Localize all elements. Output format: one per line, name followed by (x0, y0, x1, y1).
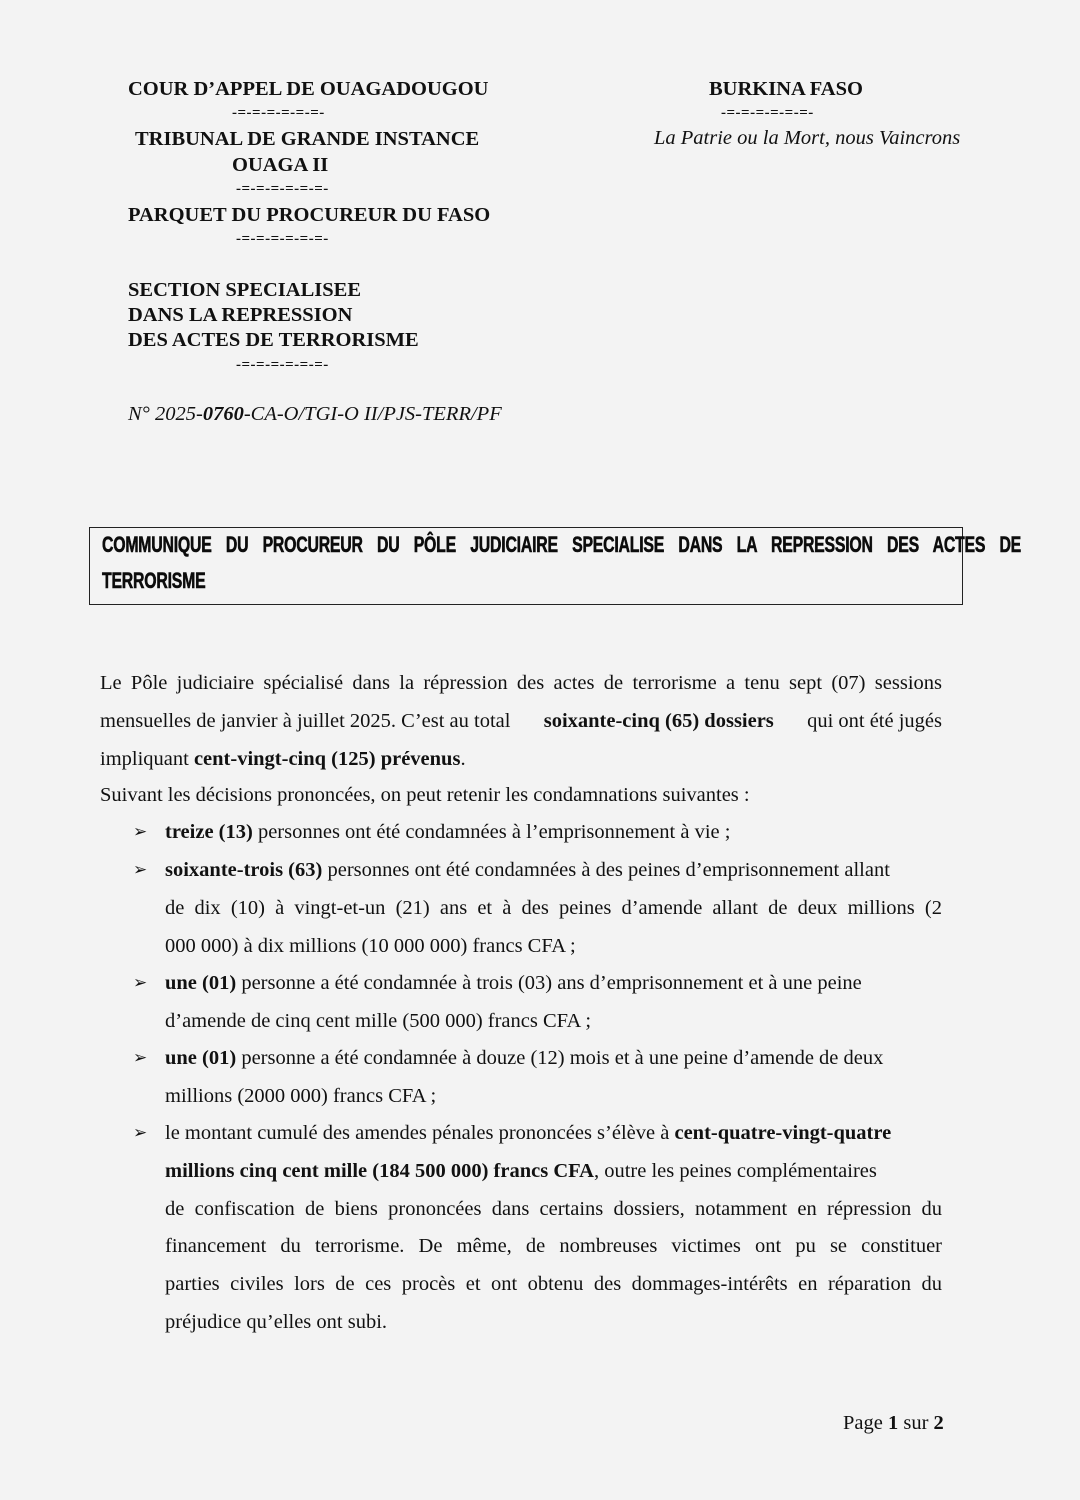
arrow-bullet-icon: ➢ (133, 822, 148, 842)
text: . (460, 747, 466, 770)
section-line-1: SECTION SPECIALISEE (128, 279, 361, 301)
intro-paragraph (100, 665, 942, 815)
intro-line (100, 703, 942, 741)
court-name: COUR D’APPEL DE OUAGADOUGOU (128, 78, 489, 100)
ref-suffix: -CA-O/TGI-O II/PJS-TERR/PF (243, 403, 502, 425)
arrow-bullet-icon: ➢ (133, 860, 148, 880)
text: qui ont été jugés (807, 709, 942, 732)
bold-count: soixante-trois (63) (165, 859, 323, 881)
text: de dix (10) à vingt-et-un (21) ans et à des peines d’amende allant de deux millions (2 (165, 896, 942, 919)
bold-count: une (01) (165, 972, 237, 994)
text: personne a été condamnée à trois (03) ans d’emprisonnement et à une peine (236, 972, 862, 994)
separator: -=-=-=-=-=-=- (236, 231, 329, 247)
text: 000 000) à dix millions (10 000 000) francs CFA ; (165, 934, 576, 957)
text: , outre les peines complémentaires (593, 1159, 877, 1182)
text: sur (898, 1412, 934, 1434)
section-line-3: DES ACTES DE TERRORISME (128, 329, 419, 351)
bold-amount: millions cinq cent mille (184 500 000) francs CFA (165, 1159, 594, 1182)
intro-line (100, 741, 942, 779)
reference-number (128, 403, 502, 426)
separator: -=-=-=-=-=-=- (236, 357, 329, 373)
text: financement du terrorisme. De même, de nombreuses victimes ont pu se constituer (165, 1235, 942, 1258)
dossiers-count: soixante-cinq (65) dossiers (543, 709, 774, 732)
bold-amount: cent-quatre-vingt-quatre (674, 1122, 892, 1144)
parquet-name: PARQUET DU PROCUREUR DU FASO (128, 204, 491, 226)
communique-title-box (89, 527, 1022, 605)
text: personnes ont été condamnées à des peines d’emprisonnement allant (322, 859, 890, 881)
country-name: BURKINA FASO (709, 78, 863, 100)
text: mensuelles de janvier à juillet 2025. C’est au total (100, 709, 511, 732)
text: préjudice qu’elles ont subi. (165, 1310, 388, 1333)
text: d’amende de cinq cent mille (500 000) francs CFA ; (165, 1009, 592, 1032)
communique-title-line-1: COMMUNIQUE DU PROCUREUR DU PÔLE JUDICIAIRE SPECIALISE DANS LA REPRESSION DES ACTES DE (102, 532, 1022, 557)
page-number (843, 1412, 944, 1435)
tribunal-name: TRIBUNAL DE GRANDE INSTANCE (135, 128, 480, 150)
total-pages: 2 (933, 1412, 944, 1434)
intro-line: Suivant les décisions prononcées, on peut retenir les condamnations suivantes : (100, 784, 750, 807)
section-line-2: DANS LA REPRESSION (128, 304, 353, 326)
current-page: 1 (887, 1412, 899, 1434)
intro-line: Le Pôle judiciaire spécialisé dans la répression des actes de terrorisme a tenu sept (07) sessions (100, 672, 942, 694)
arrow-bullet-icon: ➢ (133, 973, 148, 993)
arrow-bullet-icon: ➢ (133, 1048, 148, 1068)
text: millions (2000 000) francs CFA ; (165, 1084, 437, 1107)
tribunal-city: OUAGA II (232, 154, 329, 176)
bold-count: une (01) (165, 1047, 237, 1069)
text: personnes ont été condamnées à l’emprisonnement à vie ; (252, 821, 731, 843)
separator: -=-=-=-=-=-=- (721, 105, 814, 121)
prevenus-count: cent-vingt-cinq (125) prévenus (193, 747, 461, 770)
national-motto: La Patrie ou la Mort, nous Vaincrons (654, 127, 961, 149)
text: parties civiles lors de ces procès et ont obtenu des dommages-intérêts en réparation du (165, 1273, 942, 1296)
text: Page (843, 1412, 888, 1434)
bold-count: treize (13) (165, 821, 253, 843)
text: de confiscation de biens prononcées dans certains dossiers, notamment en répression du (165, 1197, 942, 1220)
text: personne a été condamnée à douze (12) mois et à une peine d’amende de deux (236, 1047, 884, 1069)
ref-prefix: N° 2025- (128, 403, 203, 425)
separator: -=-=-=-=-=-=- (236, 181, 329, 197)
text: le montant cumulé des amendes pénales prononcées s’élève à (165, 1122, 675, 1144)
ref-number: 0760 (202, 403, 244, 425)
text: impliquant (100, 747, 194, 770)
separator: -=-=-=-=-=-=- (232, 105, 325, 121)
arrow-bullet-icon: ➢ (133, 1123, 148, 1143)
communique-title-line-2: TERRORISME (102, 568, 206, 593)
